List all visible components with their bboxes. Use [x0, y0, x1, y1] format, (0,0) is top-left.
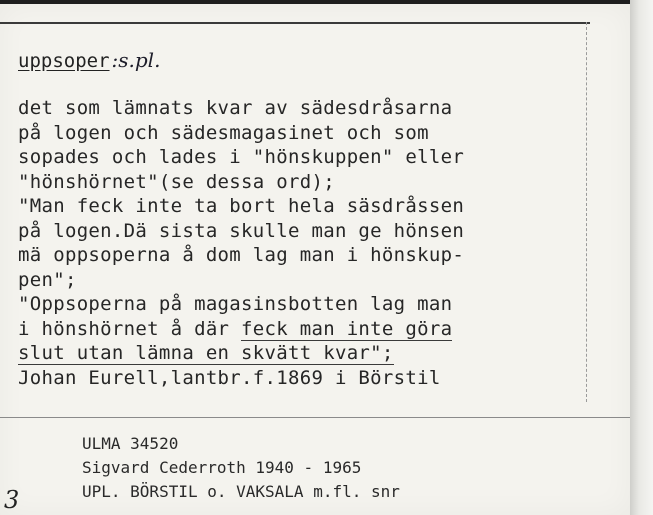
top-rule: [0, 22, 590, 24]
body-line: mä oppsoperna å dom lag man i hönskup-: [18, 244, 465, 266]
body-line: på logen.Dä sista skulle man ge hönsen: [18, 219, 465, 242]
body-line: "Oppsoperna på magasinsbotten lag man: [18, 293, 453, 315]
footer-divider: [0, 417, 630, 418]
body-line-underlined: slut utan lämna en skvätt kvar";: [18, 342, 394, 364]
right-margin-line: [586, 22, 588, 402]
body-line: "hönshörnet"(se dessa ord);: [18, 170, 335, 193]
body-underlined-phrase: feck man inte göra: [241, 317, 453, 340]
body-line: pen";: [18, 268, 77, 291]
scan-edge-strip: [630, 0, 653, 515]
archive-id: ULMA 34520: [82, 434, 179, 453]
body-line: på logen och sädesmagasinet och som: [18, 121, 429, 144]
source-informant: Johan Eurell,lantbr.f.1869 i Börstil: [18, 366, 441, 389]
definition-body: [18, 96, 464, 390]
card-number: 3: [4, 486, 20, 514]
headword-grammar: :s.pl.: [111, 48, 161, 72]
headword-term: uppsoper: [18, 50, 110, 72]
body-line: det som lämnats kvar av sädesdråsarna: [18, 97, 453, 119]
headword: [18, 48, 160, 72]
location: UPL. BÖRSTIL o. VAKSALA m.fl. snr: [82, 482, 400, 501]
card-footer: [82, 432, 400, 504]
body-line: "Man feck inte ta bort hela säsdråssen: [18, 195, 465, 217]
body-line: sopades och lades i "hönskuppen" eller: [18, 146, 465, 168]
collector: Sigvard Cederroth 1940 - 1965: [82, 458, 362, 477]
index-card: [0, 4, 630, 515]
body-line: i hönshörnet å där: [18, 317, 242, 340]
